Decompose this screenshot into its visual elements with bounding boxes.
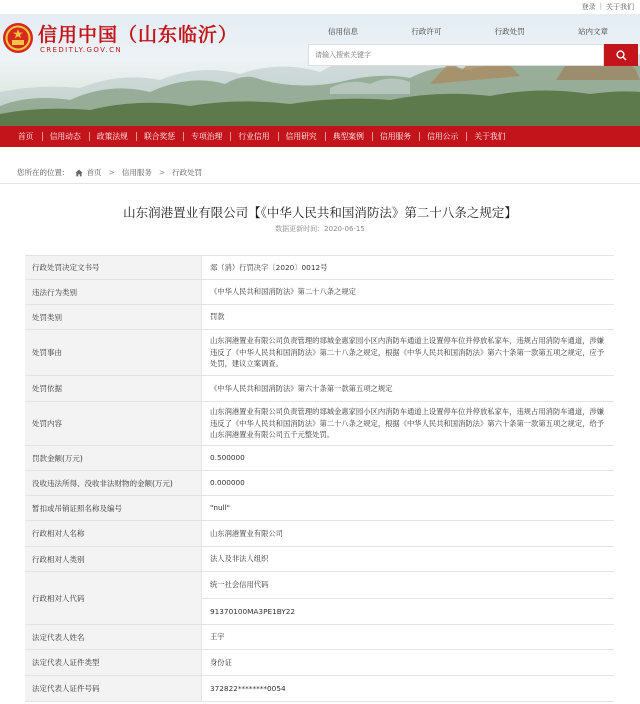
login-link[interactable]: 登录 <box>581 3 596 11</box>
detail-value: "null" <box>210 503 231 513</box>
search-tab-admin-penalty[interactable]: 行政处罚 <box>494 27 525 36</box>
detail-label: 处罚事由 <box>25 330 202 375</box>
detail-label: 处罚类别 <box>25 305 202 329</box>
site-logo-subtitle: CREDITLY.GOV.CN <box>40 46 123 54</box>
search-box <box>308 44 604 66</box>
top-links-separator: | <box>599 2 602 10</box>
detail-row-penalty-reason <box>25 330 614 376</box>
header-banner <box>0 14 640 126</box>
detail-value: 山东润港置业有限公司 <box>210 528 283 538</box>
nav-item-about-us[interactable]: 关于我们 <box>466 131 513 142</box>
nav-item-industry-credit[interactable]: 行业信用 <box>230 131 277 142</box>
detail-label: 行政处罚决定文书号 <box>25 256 202 279</box>
nav-item-typical-cases[interactable]: 典型案例 <box>325 131 372 142</box>
top-strip <box>0 0 640 14</box>
nav-item-policies[interactable]: 政策法规 <box>89 131 136 142</box>
detail-row-penalty-type <box>25 305 614 330</box>
detail-label: 行政相对人代码 <box>25 572 202 624</box>
search-tab-site-articles[interactable]: 站内文章 <box>577 27 608 36</box>
detail-row-party-code <box>25 572 614 625</box>
detail-label: 法定代表人证件号码 <box>25 676 202 701</box>
detail-sub-label: 统一社会信用代码 <box>210 580 269 589</box>
detail-row-penalty-basis <box>25 376 614 402</box>
detail-value: 山东润港置业有限公司负责管理的郯城金惠家园小区内消防车通道上设置停车位并停放私家车，违规占用消防车通道，涉嫌违反了《中华人民共和国消防法》第二十八条之规定，根据《中华人民共和国消防法》第六十条第一款第五项之规定，给予山东润港置业有限公司五千元整处罚。 <box>210 407 605 440</box>
detail-label: 法定代表人证件类型 <box>25 650 202 675</box>
detail-label: 行政相对人类别 <box>25 547 202 571</box>
nav-item-credit-services[interactable]: 信用服务 <box>372 131 419 142</box>
nav-item-joint-rewards[interactable]: 联合奖惩 <box>136 131 183 142</box>
update-date-value: 2020-06-15 <box>324 225 365 233</box>
detail-value: 法人及非法人组织 <box>210 554 269 564</box>
detail-value: 身份证 <box>210 657 232 667</box>
home-icon <box>75 169 83 177</box>
detail-value: 372822********0054 <box>210 683 286 693</box>
detail-value <box>202 572 614 624</box>
search-button[interactable] <box>604 44 638 66</box>
breadcrumb-admin-penalty[interactable]: 行政处罚 <box>172 168 203 177</box>
detail-row-violation-category <box>25 280 614 305</box>
detail-row-party-name <box>25 521 614 547</box>
breadcrumb-arrow: > <box>108 168 115 177</box>
detail-value: 0.000000 <box>210 478 245 488</box>
update-date <box>0 224 640 234</box>
breadcrumb-arrow: > <box>158 168 166 177</box>
detail-value: 郯（消）行罚决字〔2020〕0012号 <box>210 262 328 272</box>
national-emblem-icon <box>2 22 34 54</box>
detail-label: 行政相对人名称 <box>25 521 202 546</box>
breadcrumb-prefix: 您所在的位置: <box>17 168 65 177</box>
nav-item-credit-news[interactable]: 信用动态 <box>42 131 89 142</box>
detail-label: 违法行为类别 <box>25 280 202 304</box>
detail-value: 0.500000 <box>210 453 245 463</box>
detail-sub-value: 91370100MA3PE1BY22 <box>202 598 614 625</box>
detail-value: 罚款 <box>210 312 225 322</box>
page-title: 山东润港置业有限公司【《中华人民共和国消防法》第二十八条之规定】 <box>123 205 517 220</box>
detail-label: 法定代表人姓名 <box>25 625 202 649</box>
penalty-detail-table <box>25 255 614 702</box>
update-date-label: 数据更新时间： <box>275 225 325 233</box>
detail-value: 《中华人民共和国消防法》第六十条第一款第五项之规定 <box>210 383 393 393</box>
detail-label: 处罚内容 <box>25 402 202 445</box>
detail-value: 《中华人民共和国消防法》第二十八条之规定 <box>210 287 356 297</box>
nav-item-credit-publicity[interactable]: 信用公示 <box>419 131 466 142</box>
search-tabs <box>318 26 618 37</box>
detail-row-legal-rep-id-type <box>25 650 614 676</box>
detail-label: 没收违法所得、没收非法财物的金额(万元) <box>25 471 202 495</box>
detail-label: 罚款金额(万元) <box>25 446 202 470</box>
detail-row-legal-rep-id-number <box>25 676 614 702</box>
detail-row-legal-rep-name <box>25 625 614 650</box>
detail-label: 处罚依据 <box>25 376 202 401</box>
nav-item-special-governance[interactable]: 专项治理 <box>183 131 230 142</box>
detail-row-penalty-content <box>25 402 614 446</box>
detail-row-party-category <box>25 547 614 572</box>
nav-item-credit-research[interactable]: 信用研究 <box>278 131 325 142</box>
about-link[interactable]: 关于我们 <box>606 3 634 11</box>
nav-item-home[interactable]: 首页 <box>18 132 34 141</box>
detail-row-fine-amount <box>25 446 614 471</box>
search-tab-admin-license[interactable]: 行政许可 <box>411 27 442 36</box>
detail-label: 暂扣或吊销证照名称及编号 <box>25 496 202 520</box>
detail-row-confiscated-amount <box>25 471 614 496</box>
breadcrumb <box>0 162 640 184</box>
search-tab-credit-info[interactable]: 信用信息 <box>328 27 358 36</box>
detail-value: 王宇 <box>210 632 225 642</box>
site-logo-title[interactable]: 信用中国（山东临沂） <box>38 24 239 46</box>
main-nav <box>0 126 640 147</box>
breadcrumb-home[interactable]: 首页 <box>86 168 102 177</box>
search-input[interactable] <box>309 45 603 65</box>
detail-value: 山东润港置业有限公司负责管理的郯城金惠家园小区内消防车通道上设置停车位并停放私家车，违规占用消防车通道，涉嫌违反了《中华人民共和国消防法》第二十八条之规定，根据《中华人民共和国消防法》第六十条第一款第五项之规定，应予处罚，建议立案调查。 <box>210 336 605 369</box>
detail-row-decision-number <box>25 256 614 280</box>
breadcrumb-credit-services[interactable]: 信用服务 <box>121 168 152 177</box>
detail-row-license-revoked <box>25 496 614 521</box>
top-links <box>582 2 634 12</box>
search-icon <box>616 50 627 61</box>
